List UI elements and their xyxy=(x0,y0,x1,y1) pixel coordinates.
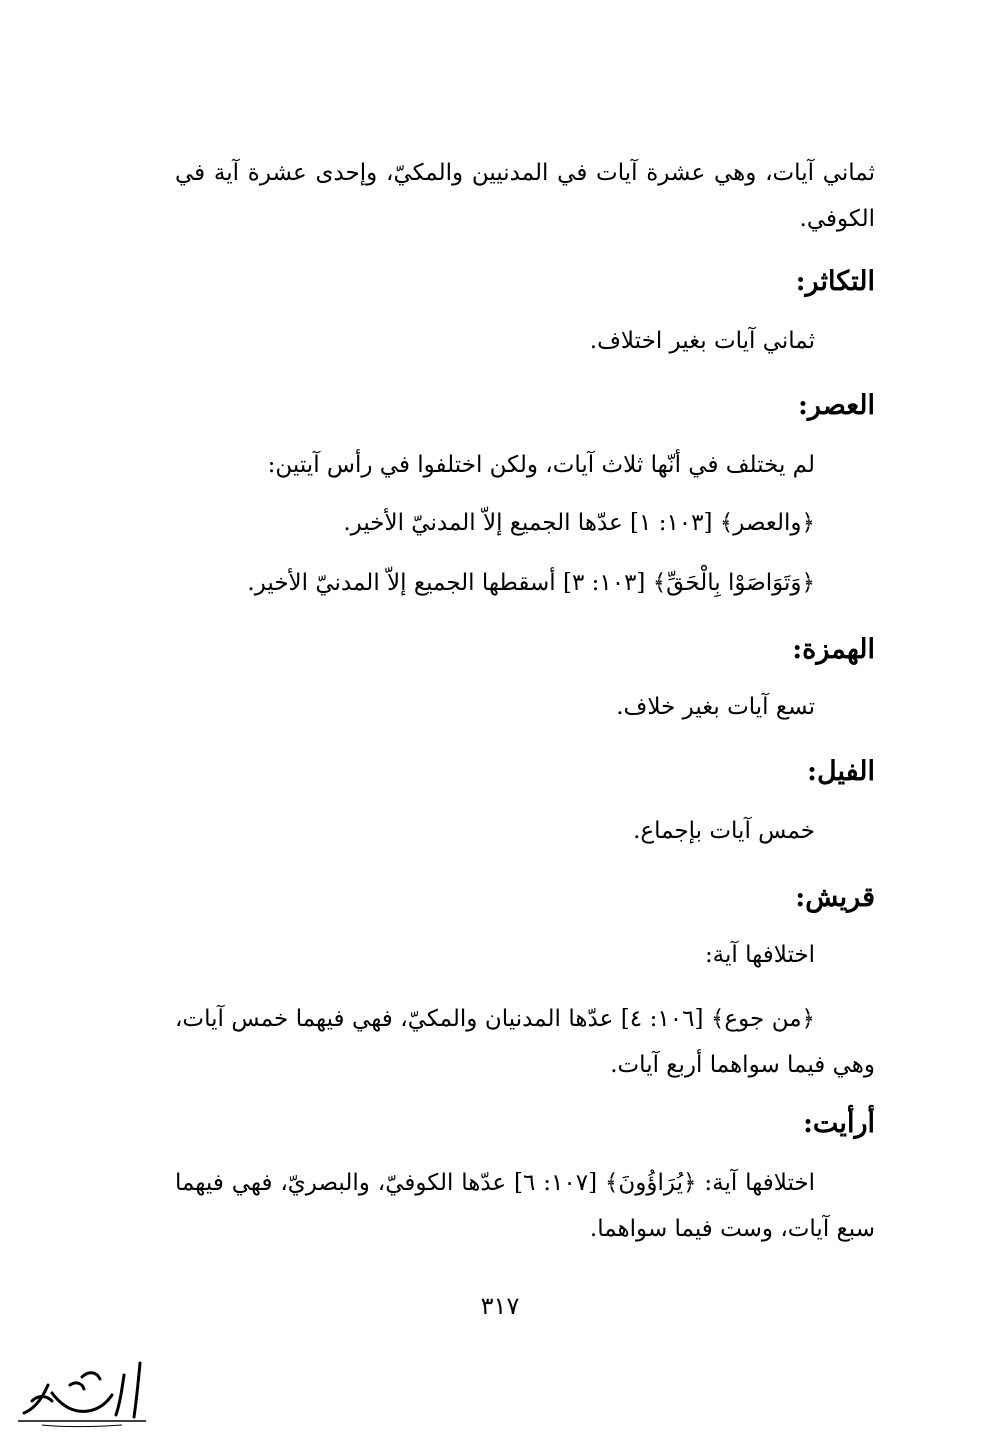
section-text-asr-intro: لم يختلف في أنّها ثلاث آيات، ولكن اختلفوا في رأس آيتين: xyxy=(267,452,815,478)
section-text-quraysh-intro: اختلافها آية: xyxy=(704,942,815,968)
calligraphy-logo xyxy=(12,1355,152,1430)
section-text-araayta: اختلافها آية: ﴿يُرَاؤُونَ﴾ [١٠٧: ٦] عدّها الكوفيّ، والبصريّ، فهي فيهما سبع آيات، وست فيما سواهما. xyxy=(175,1170,875,1242)
page-number: ٣١٧ xyxy=(480,1292,520,1320)
section-text-fil: خمس آيات بإجماع. xyxy=(633,818,815,844)
section-text-quraysh-verse: ﴿من جوع﴾ [١٠٦: ٤] عدّها المدنيان والمكيّ، فهي فيهما خمس آيات، وهي فيما سواهما أربع آيات. xyxy=(175,1006,875,1078)
section-text-asr-verse-1: ﴿والعصر﴾ [١٠٣: ١] عدّها الجميع إلاّ المدنيّ الأخير. xyxy=(343,510,815,536)
section-text-takathur: ثماني آيات بغير اختلاف. xyxy=(589,328,815,354)
section-heading-asr: العصر: xyxy=(797,390,875,421)
section-heading-quraysh: قريش: xyxy=(795,882,875,913)
section-text-asr-verse-3: ﴿وَتَوَاصَوْا بِالْحَقِّ﴾ [١٠٣: ٣] أسقطها الجميع إلاّ المدنيّ الأخير. xyxy=(247,570,815,596)
intro-paragraph: ثماني آيات، وهي عشرة آيات في المدنيين والمكيّ، وإحدى عشرة آية في الكوفي. xyxy=(175,160,875,232)
section-heading-araayta: أرأيت: xyxy=(802,1108,875,1139)
section-heading-humaza: الهمزة: xyxy=(792,634,875,665)
section-text-humaza: تسع آيات بغير خلاف. xyxy=(616,694,815,720)
section-heading-takathur: التكاثر: xyxy=(795,266,875,297)
section-heading-fil: الفيل: xyxy=(807,756,875,787)
